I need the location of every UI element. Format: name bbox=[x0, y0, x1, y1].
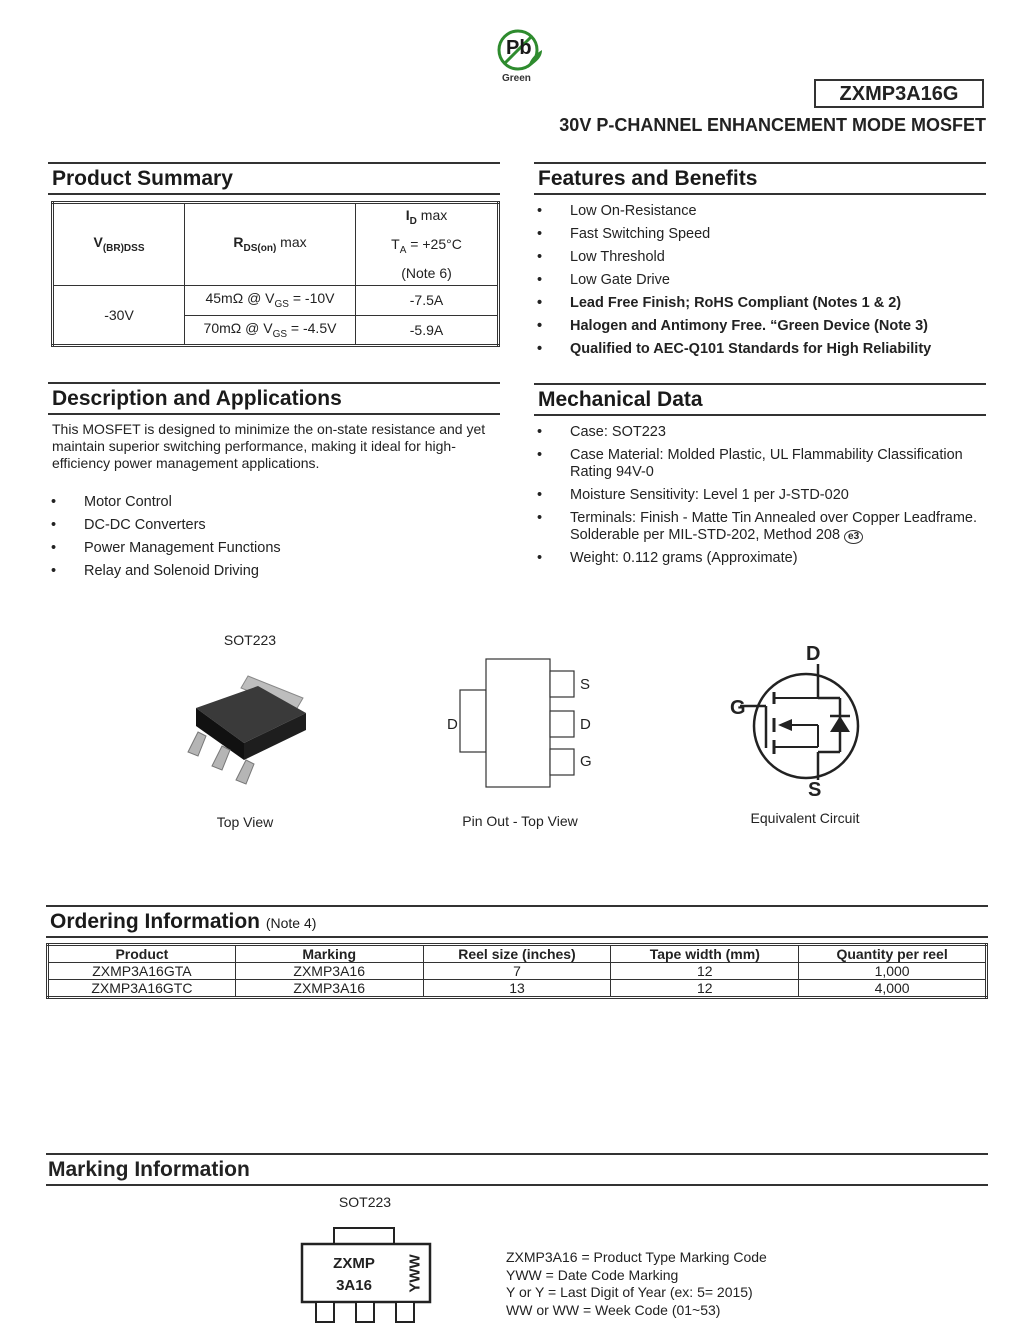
table-cell: 1,000 bbox=[799, 963, 987, 980]
list-item: • Low Threshold bbox=[534, 249, 986, 266]
marking-package-label: SOT223 bbox=[338, 1194, 392, 1210]
table-cell: ZXMP3A16 bbox=[235, 963, 423, 980]
col-rdson-header: $R_{DS(on)}$ max bbox=[185, 203, 356, 286]
legend-line: YWW = Date Code Marking bbox=[506, 1266, 679, 1283]
pin-label: G bbox=[580, 753, 592, 770]
list-item: • Terminals: Finish - Matte Tin Annealed over Copper Leadframe. Solderable per MIL-STD-202, Method 208 e3 bbox=[534, 510, 986, 544]
list-item: • Moisture Sensitivity: Level 1 per J-STD-020 bbox=[534, 487, 986, 504]
green-label: Green bbox=[502, 73, 531, 84]
table-cell: 12 bbox=[611, 963, 799, 980]
green-logo bbox=[496, 28, 544, 86]
page-subtitle: 30V P-CHANNEL ENHANCEMENT MODE MOSFET bbox=[559, 115, 986, 135]
mechanical-list bbox=[534, 424, 986, 573]
list-item: • Relay and Solenoid Driving bbox=[48, 563, 498, 580]
package-label: SOT223 bbox=[223, 632, 277, 648]
column-header: Marking bbox=[235, 945, 423, 963]
circuit-terminal-d: D bbox=[806, 643, 821, 665]
table-cell: ZXMP3A16GTC bbox=[48, 980, 236, 998]
table-header-row bbox=[48, 945, 987, 963]
table-cell: 13 bbox=[423, 980, 611, 998]
table-cell: 12 bbox=[611, 980, 799, 998]
pin-label: S bbox=[580, 676, 591, 693]
col-vbrdss-header: $V_{(BR)DSS}$ bbox=[53, 203, 185, 286]
ordering-table bbox=[46, 943, 988, 999]
product-summary-table bbox=[51, 201, 500, 347]
pin-label: D bbox=[447, 716, 458, 733]
column-header: Product bbox=[48, 945, 236, 963]
table-row bbox=[48, 980, 987, 998]
features-list bbox=[534, 203, 986, 364]
part-number: ZXMP3A16G bbox=[839, 83, 959, 105]
equivalent-circuit-diagram bbox=[740, 660, 870, 790]
pinout-caption: Pin Out - Top View bbox=[462, 813, 578, 829]
applications-list bbox=[48, 494, 498, 586]
list-item: • Low Gate Drive bbox=[534, 272, 986, 289]
product-summary-heading: Product Summary bbox=[48, 162, 500, 195]
list-item: • Case Material: Molded Plastic, UL Flammability Classification Rating 94V-0 bbox=[534, 447, 986, 481]
top-view-caption: Top View bbox=[216, 814, 274, 830]
e3-badge: e3 bbox=[844, 530, 863, 544]
list-item: • Fast Switching Speed bbox=[534, 226, 986, 243]
list-item: • DC-DC Converters bbox=[48, 517, 498, 534]
circuit-caption: Equivalent Circuit bbox=[750, 810, 860, 826]
list-item: • Lead Free Finish; RoHS Compliant (Notes 1 & 2) bbox=[534, 295, 986, 312]
chip-marking-line2: 3A16 bbox=[336, 1277, 372, 1294]
table-cell: 4,000 bbox=[799, 980, 987, 998]
features-heading: Features and Benefits bbox=[534, 162, 986, 195]
list-item: • Qualified to AEC-Q101 Standards for High Reliability bbox=[534, 341, 986, 358]
chip-marking-line1: ZXMP bbox=[333, 1255, 375, 1272]
column-header: Quantity per reel bbox=[799, 945, 987, 963]
table-row bbox=[48, 963, 987, 980]
mechanical-heading: Mechanical Data bbox=[534, 383, 986, 416]
sot223-package-image bbox=[178, 668, 313, 793]
id-value: -5.9A bbox=[356, 315, 499, 345]
vbrdss-value: -30V bbox=[53, 285, 185, 345]
list-item: • Case: SOT223 bbox=[534, 424, 986, 441]
legend-line: ZXMP3A16 = Product Type Marking Code bbox=[506, 1249, 767, 1265]
part-number-box bbox=[814, 79, 984, 108]
column-header: Reel size (inches) bbox=[423, 945, 611, 963]
table-cell: ZXMP3A16GTA bbox=[48, 963, 236, 980]
pin-label: D bbox=[580, 716, 591, 733]
chip-marking-side: YWW bbox=[406, 1254, 424, 1293]
marking-legend bbox=[506, 1249, 906, 1319]
list-item: • Power Management Functions bbox=[48, 540, 498, 557]
list-item: • Weight: 0.112 grams (Approximate) bbox=[534, 550, 986, 567]
col-id-header: $I_D$ max $T_A = +25^\circ C$ (Note 6) bbox=[356, 203, 499, 286]
description-heading: Description and Applications bbox=[48, 382, 500, 415]
ordering-heading: Ordering Information (Note 4) bbox=[46, 905, 988, 938]
table-cell: ZXMP3A16 bbox=[235, 980, 423, 998]
list-item: • Halogen and Antimony Free. “Green Device (Note 3) bbox=[534, 318, 986, 335]
rdson-value: 70mΩ @ $V_{GS} = -4.5V$ bbox=[185, 315, 356, 345]
pb-text: Pb bbox=[506, 37, 532, 59]
circuit-terminal-s: S bbox=[808, 779, 822, 801]
description-text: This MOSFET is designed to minimize the on-state resistance and yet maintain superior switching performance, making it ideal for high-efficiency power management applications. bbox=[52, 421, 486, 471]
list-item: • Motor Control bbox=[48, 494, 498, 511]
column-header: Tape width (mm) bbox=[611, 945, 799, 963]
legend-line: WW or WW = Week Code (01~53) bbox=[506, 1301, 721, 1318]
circuit-terminal-g: G bbox=[730, 697, 746, 719]
legend-line: Y or Y = Last Digit of Year (ex: 5= 2015) bbox=[506, 1284, 753, 1300]
marking-heading: Marking Information bbox=[46, 1153, 988, 1186]
table-cell: 7 bbox=[423, 963, 611, 980]
id-value: -7.5A bbox=[356, 285, 499, 315]
rdson-value: 45mΩ @ $V_{GS} = -10V$ bbox=[185, 285, 356, 315]
list-item: • Low On-Resistance bbox=[534, 203, 986, 220]
